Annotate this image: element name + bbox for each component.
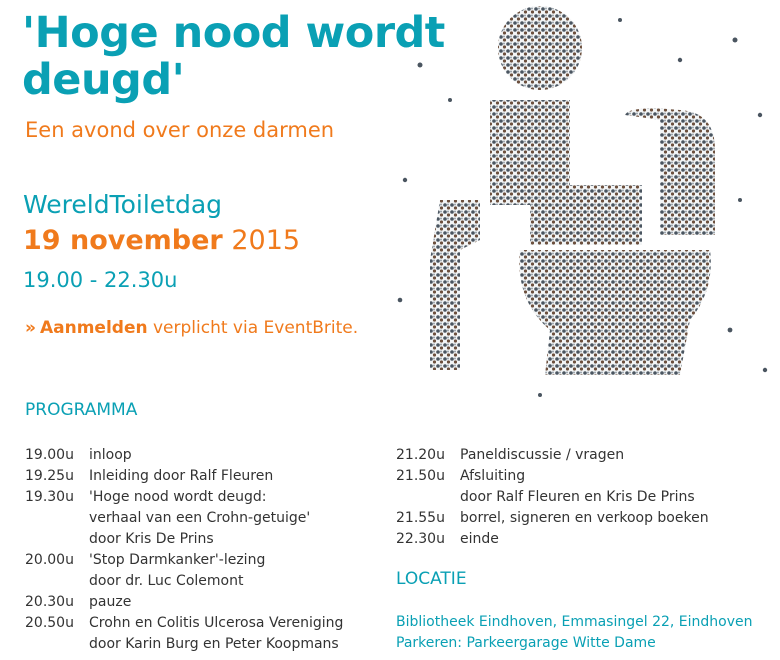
list-item: [25, 550, 385, 571]
item-time: 22.30u: [396, 531, 445, 547]
register-rest: verplicht via EventBrite.: [153, 318, 359, 338]
list-item: [25, 445, 385, 466]
register-link[interactable]: Aanmelden: [39, 318, 148, 338]
item-time: [25, 508, 89, 529]
list-item: [396, 529, 756, 550]
list-item: [25, 487, 385, 508]
list-item: [25, 634, 385, 655]
programma-heading: PROGRAMMA: [25, 400, 138, 420]
double-chevron-icon: »: [25, 318, 36, 338]
item-time: [25, 529, 89, 550]
item-time: 20.00u: [25, 552, 74, 568]
list-item: [396, 445, 756, 466]
item-text: door Kris De Prins: [89, 531, 214, 547]
list-item: [25, 592, 385, 613]
list-item: [396, 508, 756, 529]
event-date-bold: 19 november: [23, 225, 223, 256]
item-text: verhaal van een Crohn-getuige': [89, 510, 311, 526]
programma-right-list: [396, 445, 756, 550]
item-text: Inleiding door Ralf Fleuren: [89, 468, 274, 484]
list-item: [25, 613, 385, 634]
programma-left-list: [25, 445, 385, 655]
list-item: [25, 529, 385, 550]
list-item: [25, 508, 385, 529]
item-text: Afsluiting: [460, 468, 526, 484]
item-text: door Karin Burg en Peter Koopmans: [89, 636, 339, 652]
register-line[interactable]: [25, 318, 358, 338]
item-time: 20.50u: [25, 615, 74, 631]
item-time: 19.00u: [25, 447, 74, 463]
item-text: einde: [460, 531, 499, 547]
item-time: [25, 571, 89, 592]
item-time: 21.50u: [396, 468, 445, 484]
item-text: pauze: [89, 594, 132, 610]
list-item: [25, 466, 385, 487]
locatie-parking: Parkeren: Parkeergarage Witte Dame: [396, 635, 656, 651]
item-text: inloop: [89, 447, 132, 463]
locatie-address[interactable]: Bibliotheek Eindhoven, Emmasingel 22, Eindhoven: [396, 614, 753, 630]
item-time: 19.30u: [25, 489, 74, 505]
event-name: WereldToiletdag: [23, 190, 223, 219]
locatie-heading: LOCATIE: [396, 569, 467, 589]
event-year: 2015: [231, 225, 301, 256]
item-text: borrel, signeren en verkoop boeken: [460, 510, 709, 526]
item-text: door Ralf Fleuren en Kris De Prins: [460, 489, 695, 505]
item-time: 19.25u: [25, 468, 74, 484]
locatie-details: [396, 612, 753, 654]
page-subtitle: Een avond over onze darmen: [25, 118, 335, 142]
event-time: 19.00 - 22.30u: [23, 268, 178, 292]
item-time: [396, 487, 460, 508]
item-text: 'Stop Darmkanker'-lezing: [89, 552, 266, 568]
item-text: Crohn en Colitis Ulcerosa Vereniging: [89, 615, 344, 631]
item-time: 21.55u: [396, 510, 445, 526]
event-date: [23, 225, 300, 256]
item-text: 'Hoge nood wordt deugd:: [89, 489, 267, 505]
item-time: 20.30u: [25, 594, 74, 610]
item-time: [25, 634, 89, 655]
item-text: door dr. Luc Colemont: [89, 573, 244, 589]
list-item: [396, 466, 756, 487]
list-item: [25, 571, 385, 592]
list-item: [396, 487, 756, 508]
page-title: 'Hoge nood wordt deugd': [22, 8, 445, 105]
item-text: Paneldiscussie / vragen: [460, 447, 625, 463]
item-time: 21.20u: [396, 447, 445, 463]
crowd-toilet-pictogram-icon: [380, 0, 780, 410]
